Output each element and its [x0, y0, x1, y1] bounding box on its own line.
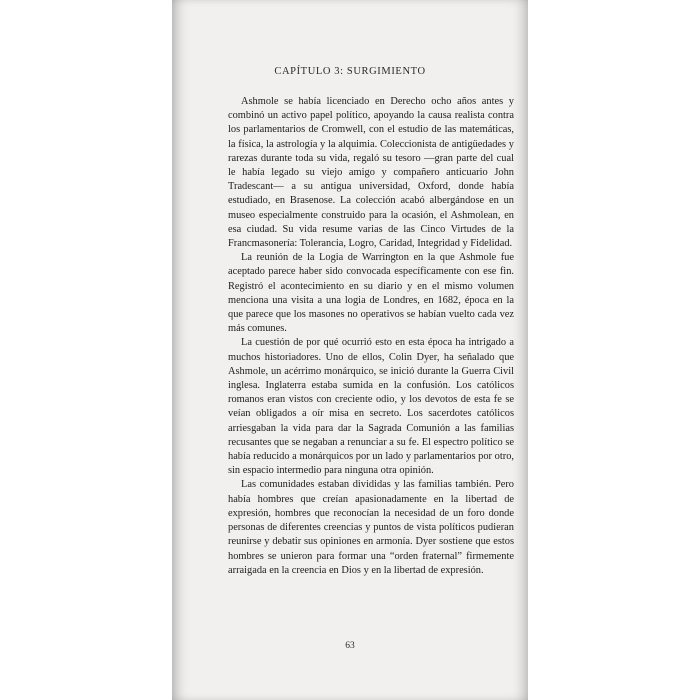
paragraph-1: Ashmole se había licenciado en Derecho ocho años antes y combinó un activo papel político, apoyando la causa realista contra los parlamentarios de Cromwell, con el estudio de las matemáticas, la física, la astrología y la alquimia. Coleccionista de antigüedades y rarezas durante toda su vida, regaló su tesoro —gran parte del cual le había legado su viejo amigo y compañero anticuario John Tradescant— a su antigua universidad, Oxford, donde había estudiado, en Brasenose. La colección acabó albergándose en un museo especialmente construido para la ocasión, el Ashmolean, en esa ciudad. Su vida resume varias de las Cinco Virtudes de la Francmasonería: Tolerancia, Logro, Caridad, Integridad y Fidelidad.: [228, 96, 514, 250]
paragraph-4: Las comunidades estaban divididas y las familias también. Pero había hombres que creían apasionadamente en la libertad de expresión, hombres que reconocían la necesidad de un foro donde personas de diferentes creencias y puntos de vista políticos pudieran reunirse y debatir sus opiniones en armonía. Dyer sostiene que estos hombres se unieron para formar una “orden fraternal” firmemente arraigada en la creencia en Dios y en la libertad de expresión.: [228, 479, 514, 576]
running-head: CAPÍTULO 3: SURGIMIENTO: [274, 66, 426, 77]
paragraph-2: La reunión de la Logia de Warrington en la que Ashmole fue aceptado parece haber sido convocada específicamente con ese fin. Registró el acontecimiento en su diario y en el mismo volumen menciona una visita a una logia de Londres, en 1682, época en la que parece que los masones no operativos se habían vuelto cada vez más comunes.: [228, 252, 514, 335]
paragraph-3: La cuestión de por qué ocurrió esto en esta época ha intrigado a muchos historiadores. Uno de ellos, Colin Dyer, ha señalado que Ashmole, un acérrimo monárquico, se inició durante la Guerra Civil inglesa. Inglaterra estaba sumida en la confusión. Los católicos romanos eran vistos con creciente odio, y los devotos de esta fe se veían obligados a oír misa en secreto. Los sacerdotes católicos arriesgaban la vida para dar la Sagrada Comunión a las familias recusantes que se negaban a renunciar a su fe. El espectro político se había reducido a monárquicos por un lado y parlamentarios por otro, sin espacio intermedio para ninguna otra opinión.: [228, 337, 514, 477]
body-text: [228, 95, 514, 578]
page-number: 63: [345, 641, 355, 651]
book-page: [172, 0, 528, 700]
